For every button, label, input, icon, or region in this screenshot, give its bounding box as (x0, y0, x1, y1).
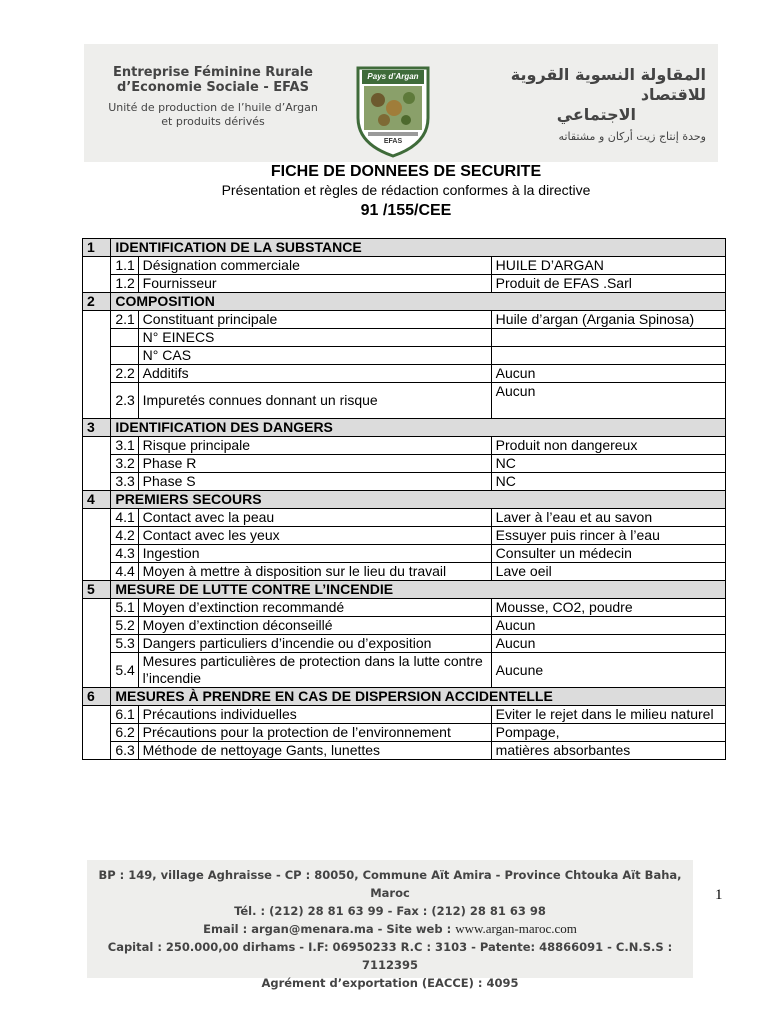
section-header (83, 688, 726, 706)
row-label: Moyen à mettre à disposition sur le lieu du travail (138, 563, 491, 581)
table-row (83, 742, 726, 760)
row-number: 1.1 (111, 257, 138, 275)
letterhead-footer (87, 860, 693, 990)
row-label: Ingestion (138, 545, 491, 563)
table-row (83, 365, 726, 383)
row-value: Pompage, (491, 724, 725, 742)
row-label: Méthode de nettoyage Gants, lunettes (138, 742, 491, 760)
section-number: 5 (83, 581, 111, 599)
row-number: 1.2 (111, 275, 138, 293)
table-row (83, 329, 726, 347)
table-row (83, 653, 726, 688)
table-row (83, 275, 726, 293)
row-number: 5.2 (111, 617, 138, 635)
page-number: 1 (715, 887, 723, 903)
section-spacer (83, 257, 111, 293)
row-label: N° EINECS (138, 329, 491, 347)
table-row (83, 437, 726, 455)
table-row (83, 311, 726, 329)
section-title: PREMIERS SECOURS (111, 491, 726, 509)
row-label: Contact avec la peau (138, 509, 491, 527)
row-value: Eviter le rejet dans le milieu naturel (491, 706, 725, 724)
footer-export-approval: Agrément d’exportation (EACCE) : 4095 (261, 976, 519, 990)
row-label: Constituant principale (138, 311, 491, 329)
section-title: MESURE DE LUTTE CONTRE L’INCENDIE (111, 581, 726, 599)
document-subtitle: Présentation et règles de rédaction conformes à la directive (221, 182, 591, 198)
letterhead (84, 44, 718, 162)
row-number: 3.3 (111, 473, 138, 491)
section-spacer (83, 509, 111, 581)
logo-brand: Pays d’Argan (367, 72, 419, 81)
safety-data-table (82, 238, 726, 760)
row-number: 2.3 (111, 383, 138, 419)
company-name-ar: المقاولة النسوية القروية للاقتصاد (510, 65, 706, 104)
section-title: COMPOSITION (111, 293, 726, 311)
footer-contact (87, 920, 693, 938)
row-number (111, 347, 138, 365)
row-value: Produit non dangereux (491, 437, 725, 455)
table-row (83, 473, 726, 491)
row-number: 5.3 (111, 635, 138, 653)
section-number: 4 (83, 491, 111, 509)
section-spacer (83, 599, 111, 688)
section-spacer (83, 311, 111, 419)
section-title: IDENTIFICATION DES DANGERS (111, 419, 726, 437)
row-number: 3.2 (111, 455, 138, 473)
section-spacer (83, 706, 111, 760)
row-number: 4.1 (111, 509, 138, 527)
row-value: Huile d’argan (Argania Spinosa) (491, 311, 725, 329)
section-title: MESURES À PRENDRE EN CAS DE DISPERSION ACCIDENTELLE (111, 688, 726, 706)
row-label: Additifs (138, 365, 491, 383)
row-number: 4.4 (111, 563, 138, 581)
row-value: Aucune (491, 653, 725, 688)
section-number: 2 (83, 293, 111, 311)
row-label: Dangers particuliers d’incendie ou d’exposition (138, 635, 491, 653)
row-value (491, 347, 725, 365)
table-row (83, 706, 726, 724)
row-label: Mesures particulières de protection dans la lutte contre l’incendie (138, 653, 491, 688)
row-number (111, 329, 138, 347)
row-value: Lave oeil (491, 563, 725, 581)
document-title: FICHE DE DONNEES DE SECURITE (270, 163, 542, 180)
company-type-fr: d’Economie Sociale - EFAS (117, 80, 309, 95)
row-label: Fournisseur (138, 275, 491, 293)
row-label: Phase R (138, 455, 491, 473)
section-header (83, 293, 726, 311)
row-number: 5.4 (111, 653, 138, 688)
section-header (83, 419, 726, 437)
table-row (83, 617, 726, 635)
footer-registration: Capital : 250.000,00 dirhams - I.F: 06950233 R.C : 3103 - Patente: 48866091 - C.N.S.S : 7112395 (107, 940, 673, 972)
row-value: Aucun (491, 617, 725, 635)
efas-logo (354, 66, 432, 158)
row-value (491, 329, 725, 347)
row-value: Aucun (491, 365, 725, 383)
row-number: 2.2 (111, 365, 138, 383)
table-row (83, 383, 726, 419)
letterhead-right (446, 65, 706, 145)
footer-address: BP : 149, village Aghraisse - CP : 80050, Commune Aït Amira - Province Chtouka Aït Baha, Maroc (98, 868, 682, 900)
section-spacer (83, 437, 111, 491)
company-products-fr: et produits dérivés (161, 115, 265, 128)
table-row (83, 509, 726, 527)
row-label: Contact avec les yeux (138, 527, 491, 545)
row-value: NC (491, 473, 725, 491)
table-row (83, 563, 726, 581)
row-number: 5.1 (111, 599, 138, 617)
table-row (83, 635, 726, 653)
row-number: 6.1 (111, 706, 138, 724)
footer-email: Email : argan@menara.ma - Site web : (203, 922, 452, 936)
row-label: Désignation commerciale (138, 257, 491, 275)
table-row (83, 347, 726, 365)
row-label: Moyen d’extinction recommandé (138, 599, 491, 617)
row-label: Précautions individuelles (138, 706, 491, 724)
table-row (83, 257, 726, 275)
row-value: Laver à l’eau et au savon (491, 509, 725, 527)
section-number: 6 (83, 688, 111, 706)
table-row (83, 527, 726, 545)
row-value: Consulter un médecin (491, 545, 725, 563)
company-unit-fr: Unité de production de l’huile d’Argan (108, 101, 318, 114)
row-number: 6.3 (111, 742, 138, 760)
row-label: Risque principale (138, 437, 491, 455)
row-label: Phase S (138, 473, 491, 491)
row-value: HUILE D’ARGAN (491, 257, 725, 275)
row-value: Aucun (491, 635, 725, 653)
footer-phone-fax: Tél. : (212) 28 81 63 99 - Fax : (212) 28 81 63 98 (234, 904, 546, 918)
row-number: 4.2 (111, 527, 138, 545)
section-number: 3 (83, 419, 111, 437)
section-number: 1 (83, 239, 111, 257)
logo-efas: EFAS (383, 138, 403, 145)
section-header (83, 239, 726, 257)
row-number: 4.3 (111, 545, 138, 563)
section-header (83, 491, 726, 509)
row-label: Impuretés connues donnant un risque (138, 383, 491, 419)
company-unit-ar: وحدة إنتاج زيت أركان و مشتقاته (558, 130, 706, 143)
row-value: NC (491, 455, 725, 473)
row-label: Moyen d’extinction déconseillé (138, 617, 491, 635)
row-value: matières absorbantes (491, 742, 725, 760)
row-label: N° CAS (138, 347, 491, 365)
table-row (83, 599, 726, 617)
row-value: Produit de EFAS .Sarl (491, 275, 725, 293)
row-value: Essuyer puis rincer à l’eau (491, 527, 725, 545)
company-name-fr: Entreprise Féminine Rurale (112, 65, 314, 80)
row-number: 6.2 (111, 724, 138, 742)
row-value: Mousse, CO2, poudre (491, 599, 725, 617)
row-number: 2.1 (111, 311, 138, 329)
table-row (83, 724, 726, 742)
row-label: Précautions pour la protection de l’environnement (138, 724, 491, 742)
directive-number: 91 /155/CEE (360, 202, 452, 219)
letterhead-left (98, 65, 328, 129)
section-title: IDENTIFICATION DE LA SUBSTANCE (111, 239, 726, 257)
table-row (83, 545, 726, 563)
table-row (83, 455, 726, 473)
section-header (83, 581, 726, 599)
row-number: 3.1 (111, 437, 138, 455)
company-type-ar: الاجتماعي (556, 105, 636, 124)
row-value: Aucun (491, 383, 725, 419)
footer-website-link[interactable]: www.argan-maroc.com (455, 921, 577, 936)
